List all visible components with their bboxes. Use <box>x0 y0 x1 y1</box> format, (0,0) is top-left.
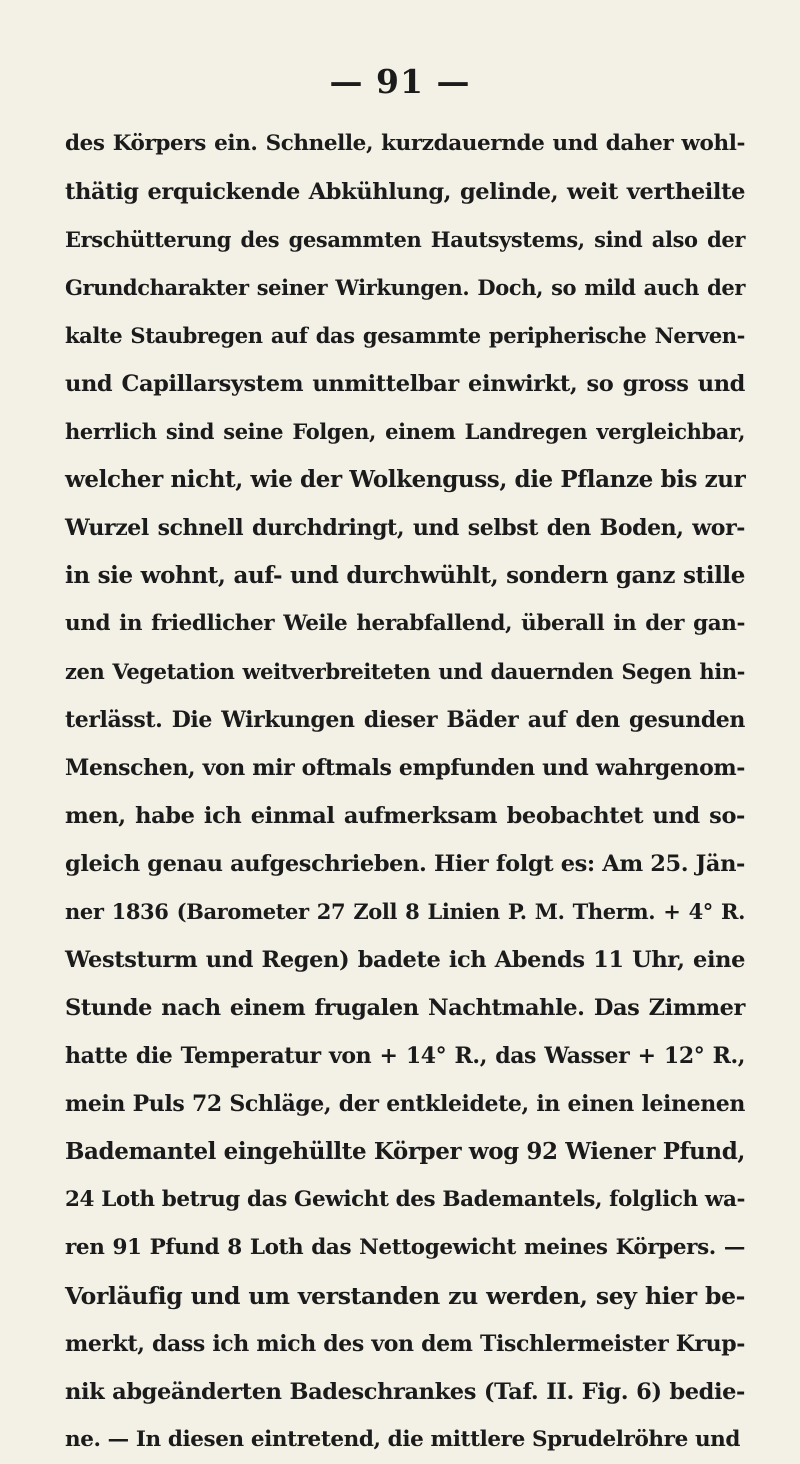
body-text <box>65 120 745 1464</box>
text-line: hatte die Temperatur von + 14° R., das Wasser + 12° R., <box>65 1043 745 1069</box>
page-number: — 91 — <box>329 62 471 101</box>
text-line: 24 Loth betrug das Gewicht des Bademantels, folglich wa- <box>65 1187 746 1212</box>
text-line: ner 1836 (Barometer 27 Zoll 8 Linien P. M. Therm. + 4° R. <box>65 899 745 924</box>
text-line: ne. — In diesen eintretend, die mittlere Sprudelröhre und <box>65 1427 741 1452</box>
text-line: Stunde nach einem frugalen Nachtmahle. Das Zimmer <box>65 995 745 1021</box>
text-line: ren 91 Pfund 8 Loth das Nettogewicht meines Körpers. — <box>65 1235 745 1260</box>
text-line: Menschen, von mir oftmals empfunden und wahrgenom- <box>65 755 745 781</box>
text-line: Bademantel eingehüllte Körper wog 92 Wiener Pfund, <box>65 1138 746 1165</box>
text-line: gleich genau aufgeschrieben. Hier folgt es: Am 25. Jän- <box>65 851 745 877</box>
text-line: zen Vegetation weitverbreiteten und dauernden Segen hin- <box>65 659 745 684</box>
text-line: Grundcharakter seiner Wirkungen. Doch, so mild auch der <box>65 275 745 300</box>
text-line: nik abgeänderten Badeschrankes (Taf. II. Fig. 6) bedie- <box>65 1379 745 1405</box>
text-line: welcher nicht, wie der Wolkenguss, die Pflanze bis zur <box>65 466 746 493</box>
text-line: merkt, dass ich mich des von dem Tischlermeister Krup- <box>65 1331 745 1357</box>
text-line: und Capillarsystem unmittelbar einwirkt, so gross und <box>65 371 745 397</box>
text-line: terlässt. Die Wirkungen dieser Bäder auf den gesunden <box>65 707 745 733</box>
text-line: des Körpers ein. Schnelle, kurzdauernde und daher wohl- <box>65 131 745 156</box>
text-line: herrlich sind seine Folgen, einem Landregen vergleichbar, <box>65 419 745 444</box>
text-line: und in friedlicher Weile herabfallend, überall in der gan- <box>65 611 745 636</box>
text-line: in sie wohnt, auf- und durchwühlt, sondern ganz stille <box>65 562 745 589</box>
text-line: Wurzel schnell durchdringt, und selbst den Boden, wor- <box>65 515 745 541</box>
text-line: Erschütterung des gesammten Hautsystems, sind also der <box>65 227 745 252</box>
text-line: kalte Staubregen auf das gesammte peripherische Nerven- <box>65 323 745 348</box>
text-line: thätig erquickende Abkühlung, gelinde, weit vertheilte <box>65 179 745 205</box>
text-line: men, habe ich einmal aufmerksam beobachtet und so- <box>65 803 745 829</box>
text-line: Weststurm und Regen) badete ich Abends 11 Uhr, eine <box>65 947 745 973</box>
text-line: mein Puls 72 Schläge, der entkleidete, in einen leinenen <box>65 1091 745 1117</box>
text-line: Vorläufig und um verstanden zu werden, sey hier be- <box>65 1282 745 1310</box>
